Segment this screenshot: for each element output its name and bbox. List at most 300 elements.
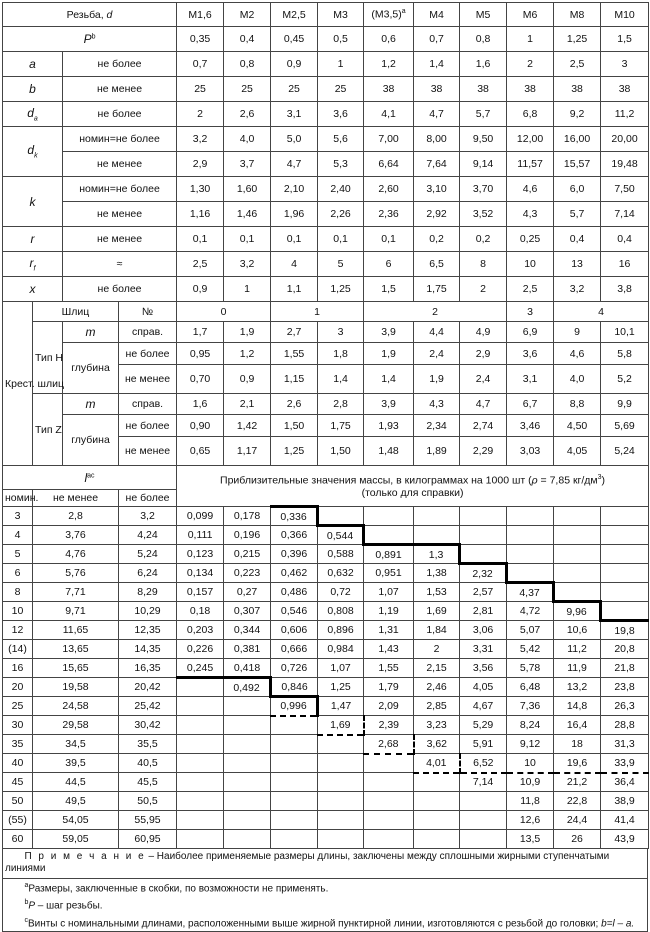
mass-value: 24,4 (554, 811, 601, 830)
mass-value: 3,06 (460, 621, 507, 640)
length-row (3, 545, 649, 564)
mass-value: 0,546 (271, 602, 318, 621)
mass-value: 0,544 (318, 526, 364, 545)
mass-value (224, 716, 271, 735)
mass-value: 0,726 (271, 659, 318, 678)
mass-value (414, 830, 460, 849)
size-header-cell (318, 3, 364, 27)
recess-depth-value: 1,9 (414, 365, 460, 394)
mass-value: 16,4 (554, 716, 601, 735)
length-min: 59,05 (33, 830, 119, 849)
mass-value (601, 583, 649, 602)
pitch-value: 0,8 (460, 27, 507, 52)
mass-value: 0,307 (224, 602, 271, 621)
recess-depth-value: 1,8 (318, 343, 364, 365)
recess-depth-label: глубина (63, 415, 119, 466)
mass-value (271, 792, 318, 811)
size-label: M6 (522, 8, 538, 21)
param-da-subscript: a (33, 115, 38, 123)
param-b-value: 38 (507, 77, 554, 102)
recess-depth-value: 0,70 (177, 365, 224, 394)
size-header-cell (177, 3, 224, 27)
length-min: 9,71 (33, 602, 119, 621)
mass-value (460, 811, 507, 830)
recess-depth-value: 5,24 (601, 437, 649, 466)
k-qualifier: не менее (63, 202, 177, 227)
param-x-value: 3,8 (601, 277, 649, 302)
k-value: 2,26 (318, 202, 364, 227)
param-da-symbol-cell (3, 102, 63, 127)
note-a-text: Размеры, заключенные в скобки, по возможности не применять. (28, 883, 329, 895)
dk-value: 6,64 (364, 152, 414, 177)
mass-value (364, 792, 414, 811)
mass-value (318, 792, 364, 811)
recess-m-row (3, 322, 649, 343)
recess-depth-value: 1,15 (271, 365, 318, 394)
recess-m-value: 10,1 (601, 322, 649, 343)
recess-m-qualifier: справ. (119, 322, 177, 343)
mass-value (177, 697, 224, 716)
note-main-label: П р и м е ч а н и е (24, 851, 146, 862)
recess-depth-value: 0,9 (224, 365, 271, 394)
pitch-value: 0,7 (414, 27, 460, 52)
mass-value (271, 830, 318, 849)
mass-value (271, 773, 318, 792)
mass-value: 0,891 (364, 545, 414, 564)
recess-m-symbol: m (63, 394, 119, 415)
mass-caption (177, 466, 649, 507)
mass-value: 23,8 (601, 678, 649, 697)
length-row (3, 564, 649, 583)
screw-dimensions-table-page (2, 2, 648, 929)
param-a-value: 2 (507, 52, 554, 77)
recess-m-value: 2,1 (224, 394, 271, 415)
k-value: 1,46 (224, 202, 271, 227)
mass-value: 1,47 (318, 697, 364, 716)
length-nominal: 20 (3, 678, 33, 697)
col-nominal: номин. (3, 490, 33, 507)
k-value: 4,6 (507, 177, 554, 202)
mass-value: 0,396 (271, 545, 318, 564)
size-label: M4 (429, 8, 444, 21)
param-da-symbol: d (27, 105, 34, 120)
length-max: 12,35 (119, 621, 177, 640)
length-footnote-mark: ac (87, 472, 95, 479)
mass-value (364, 830, 414, 849)
mass-value: 2 (414, 640, 460, 659)
mass-value: 1,79 (364, 678, 414, 697)
param-r-value: 0,1 (271, 227, 318, 252)
length-nominal: 50 (3, 792, 33, 811)
size-label: M10 (614, 8, 635, 21)
recess-m-value: 6,9 (507, 322, 554, 343)
recess-type-label: Тип H (33, 322, 63, 394)
recess-depth-value: 4,50 (554, 415, 601, 437)
mass-value (460, 830, 507, 849)
mass-value (177, 754, 224, 773)
mass-value: 0,72 (318, 583, 364, 602)
length-nominal: 6 (3, 564, 33, 583)
param-b-value: 25 (318, 77, 364, 102)
recess-m-value: 9 (554, 322, 601, 343)
length-max: 6,24 (119, 564, 177, 583)
mass-value: 3,62 (414, 735, 460, 754)
mass-value: 0,418 (224, 659, 271, 678)
param-r-symbol-cell (3, 227, 63, 252)
param-x-value: 1,75 (414, 277, 460, 302)
recess-depth-value: 4,05 (554, 437, 601, 466)
param-a-value: 3 (601, 52, 649, 77)
k-symbol-cell (3, 177, 63, 227)
param-a-value: 1,4 (414, 52, 460, 77)
param-rf-value: 2,5 (177, 252, 224, 277)
param-b-value: 38 (554, 77, 601, 102)
mass-value: 9,96 (554, 602, 601, 621)
dk-value: 9,50 (460, 127, 507, 152)
mass-value (177, 716, 224, 735)
dk-value: 7,64 (414, 152, 460, 177)
mass-value: 0,178 (224, 507, 271, 526)
param-r-value: 0,4 (554, 227, 601, 252)
size-label: M2 (239, 8, 255, 21)
mass-value: 0,215 (224, 545, 271, 564)
pitch-footnote-mark: b (91, 33, 96, 41)
mass-value (318, 773, 364, 792)
k-value: 5,7 (554, 202, 601, 227)
mass-caption-rho: ρ (531, 474, 538, 487)
mass-value (507, 564, 554, 583)
mass-value: 0,366 (271, 526, 318, 545)
param-x-value: 3,2 (554, 277, 601, 302)
param-x-row (3, 277, 649, 302)
param-rf-row (3, 252, 649, 277)
param-da-value: 4,7 (414, 102, 460, 127)
mass-value: 26 (554, 830, 601, 849)
recess-depth-value: 2,74 (460, 415, 507, 437)
param-da-value: 6,8 (507, 102, 554, 127)
mass-value: 0,099 (177, 507, 224, 526)
param-rf-value: 6 (364, 252, 414, 277)
note-b-text: – шаг резьбы. (35, 900, 103, 912)
dk-value: 8,00 (414, 127, 460, 152)
mass-value: 1,25 (318, 678, 364, 697)
mass-value: 2,32 (460, 564, 507, 583)
recess-depth-qualifier: не более (119, 415, 177, 437)
param-da-value: 9,2 (554, 102, 601, 127)
mass-value: 1,38 (414, 564, 460, 583)
size-header-cell (554, 3, 601, 27)
length-max: 5,24 (119, 545, 177, 564)
length-nominal: 4 (3, 526, 33, 545)
mass-value: 0,381 (224, 640, 271, 659)
param-x-qualifier: не более (63, 277, 177, 302)
size-header-cell (460, 3, 507, 27)
param-a-value: 0,7 (177, 52, 224, 77)
dk-value: 11,57 (507, 152, 554, 177)
mass-value: 18 (554, 735, 601, 754)
mass-value: 0,226 (177, 640, 224, 659)
mass-value (271, 811, 318, 830)
mass-value (271, 735, 318, 754)
k-qualifier: номин=не более (63, 177, 177, 202)
recess-depth-value: 4,0 (554, 365, 601, 394)
mass-value (177, 773, 224, 792)
param-r-value: 0,2 (414, 227, 460, 252)
recess-number-row (3, 302, 649, 322)
recess-m-row (3, 394, 649, 415)
param-x-value: 0,9 (177, 277, 224, 302)
param-r-qualifier: не менее (63, 227, 177, 252)
recess-depth-value: 1,42 (224, 415, 271, 437)
recess-depth-value: 0,65 (177, 437, 224, 466)
pitch-row (3, 27, 649, 52)
param-a-value: 1,2 (364, 52, 414, 77)
mass-value: 20,8 (601, 640, 649, 659)
note-c (3, 914, 647, 931)
param-x-value: 2 (460, 277, 507, 302)
recess-depth-label: глубина (63, 343, 119, 394)
length-label-cell (3, 466, 177, 490)
param-a-value: 0,9 (271, 52, 318, 77)
param-a-qualifier: не более (63, 52, 177, 77)
mass-value: 33,9 (601, 754, 649, 773)
mass-value: 1,3 (414, 545, 460, 564)
param-a-value: 1 (318, 52, 364, 77)
mass-value (364, 811, 414, 830)
size-header-cell (271, 3, 318, 27)
param-a-symbol-cell (3, 52, 63, 77)
recess-depth-value: 1,50 (318, 437, 364, 466)
size-label: (M3,5) (371, 8, 402, 21)
length-max: 60,95 (119, 830, 177, 849)
note-c-mark: c (24, 916, 28, 924)
mass-value: 0,984 (318, 640, 364, 659)
mass-value (460, 545, 507, 564)
param-x-value: 1,5 (364, 277, 414, 302)
recess-depth-value: 0,90 (177, 415, 224, 437)
k-value: 2,40 (318, 177, 364, 202)
dk-value: 20,00 (601, 127, 649, 152)
size-label: M5 (475, 8, 491, 21)
mass-value (224, 697, 271, 716)
dk-value: 4,7 (271, 152, 318, 177)
length-min: 3,76 (33, 526, 119, 545)
mass-value: 36,4 (601, 773, 649, 792)
param-da-value: 2 (177, 102, 224, 127)
k-value: 3,70 (460, 177, 507, 202)
mass-value: 4,72 (507, 602, 554, 621)
size-header-cell (507, 3, 554, 27)
mass-value (507, 507, 554, 526)
mass-value (271, 754, 318, 773)
k-value: 1,96 (271, 202, 318, 227)
length-max: 3,2 (119, 507, 177, 526)
mass-value: 3,31 (460, 640, 507, 659)
param-r-value: 0,1 (364, 227, 414, 252)
param-b-symbol: b (29, 82, 36, 96)
dk-qualifier: не менее (63, 152, 177, 177)
size-label: M8 (569, 8, 585, 21)
k-value: 2,36 (364, 202, 414, 227)
recess-depth-value: 1,9 (364, 343, 414, 365)
recess-depth-value: 1,25 (271, 437, 318, 466)
length-max: 45,5 (119, 773, 177, 792)
mass-value: 0,134 (177, 564, 224, 583)
dk-value: 5,6 (318, 127, 364, 152)
recess-depth-value: 1,89 (414, 437, 460, 466)
k-symbol: k (29, 194, 36, 209)
dk-value: 5,0 (271, 127, 318, 152)
recess-depth-value: 1,4 (364, 365, 414, 394)
param-x-symbol-cell (3, 277, 63, 302)
length-row (3, 640, 649, 659)
length-nominal: 3 (3, 507, 33, 526)
recess-depth-value: 3,1 (507, 365, 554, 394)
param-r-value: 0,2 (460, 227, 507, 252)
length-min: 29,58 (33, 716, 119, 735)
k-value: 3,10 (414, 177, 460, 202)
pitch-label-cell (3, 27, 177, 52)
thread-label: Резьба, (66, 8, 107, 21)
length-max: 40,5 (119, 754, 177, 773)
param-da-value: 4,1 (364, 102, 414, 127)
recess-m-value: 1,6 (177, 394, 224, 415)
k-value: 2,92 (414, 202, 460, 227)
mass-value: 1,84 (414, 621, 460, 640)
note-main-text: – Наиболее применяемые размеры длины, заключены между сплошными жирными ступенчатыми линиями (5, 851, 610, 874)
mass-value: 0,27 (224, 583, 271, 602)
note-b-symbol: P (28, 900, 36, 912)
mass-value: 0,344 (224, 621, 271, 640)
size-header-cell (414, 3, 460, 27)
mass-value: 0,588 (318, 545, 364, 564)
mass-value (177, 830, 224, 849)
mass-value: 5,07 (507, 621, 554, 640)
recess-depth-qualifier: не менее (119, 365, 177, 394)
length-min: 24,58 (33, 697, 119, 716)
param-rf-value: 8 (460, 252, 507, 277)
recess-depth-value: 1,17 (224, 437, 271, 466)
recess-depth-value: 1,93 (364, 415, 414, 437)
mass-value (224, 830, 271, 849)
mass-value: 5,42 (507, 640, 554, 659)
mass-value: 7,14 (460, 773, 507, 792)
mass-value: 4,01 (414, 754, 460, 773)
mass-value (224, 773, 271, 792)
recess-m-value: 3 (318, 322, 364, 343)
recess-m-value: 4,7 (460, 394, 507, 415)
mass-value (364, 526, 414, 545)
mass-value (601, 507, 649, 526)
dk-qualifier: номин=не более (63, 127, 177, 152)
mass-value: 4,37 (507, 583, 554, 602)
length-min: 39,5 (33, 754, 119, 773)
param-b-row (3, 77, 649, 102)
length-nominal: 60 (3, 830, 33, 849)
length-row (3, 735, 649, 754)
k-row (3, 202, 649, 227)
size-header-cell (364, 3, 414, 27)
length-row (3, 716, 649, 735)
length-row (3, 621, 649, 640)
mass-value: 2,57 (460, 583, 507, 602)
param-x-value: 2,5 (507, 277, 554, 302)
recess-depth-value: 3,6 (507, 343, 554, 365)
note-b (3, 896, 647, 913)
recess-m-value: 3,9 (364, 394, 414, 415)
mass-value (601, 526, 649, 545)
k-value: 7,50 (601, 177, 649, 202)
mass-caption-sup: 3 (597, 473, 602, 481)
param-da-value: 5,7 (460, 102, 507, 127)
length-row (3, 678, 649, 697)
recess-group-label: Крест. шлиц (3, 302, 33, 466)
length-max: 35,5 (119, 735, 177, 754)
param-rf-value: 10 (507, 252, 554, 277)
length-min: 2,8 (33, 507, 119, 526)
pitch-symbol: P (83, 32, 92, 46)
mass-caption-part3: ) (601, 474, 606, 487)
param-r-row (3, 227, 649, 252)
recess-depth-value: 0,95 (177, 343, 224, 365)
mass-value (601, 545, 649, 564)
mass-value: 0,492 (224, 678, 271, 697)
pitch-value: 1 (507, 27, 554, 52)
length-min: 54,05 (33, 811, 119, 830)
param-rf-value: 13 (554, 252, 601, 277)
recess-depth-qualifier: не более (119, 343, 177, 365)
length-max: 30,42 (119, 716, 177, 735)
recess-m-value: 3,9 (364, 322, 414, 343)
mass-value (414, 811, 460, 830)
mass-value: 19,8 (601, 621, 649, 640)
mass-value (271, 716, 318, 735)
recess-number: 4 (554, 302, 649, 322)
recess-m-value: 1,7 (177, 322, 224, 343)
param-rf-value: 4 (271, 252, 318, 277)
recess-depth-value: 1,2 (224, 343, 271, 365)
mass-value (177, 811, 224, 830)
mass-value: 6,48 (507, 678, 554, 697)
dk-value: 19,48 (601, 152, 649, 177)
mass-value: 2,68 (364, 735, 414, 754)
param-b-value: 25 (224, 77, 271, 102)
mass-value: 19,6 (554, 754, 601, 773)
dk-symbol-cell (3, 127, 63, 177)
length-max: 55,95 (119, 811, 177, 830)
dk-row (3, 127, 649, 152)
notes-block (2, 849, 648, 932)
mass-value: 9,12 (507, 735, 554, 754)
mass-value (318, 811, 364, 830)
recess-depth-value: 5,8 (601, 343, 649, 365)
mass-value (507, 545, 554, 564)
mass-value: 22,8 (554, 792, 601, 811)
length-nominal: 45 (3, 773, 33, 792)
mass-value: 14,8 (554, 697, 601, 716)
size-footnote-mark: a (401, 8, 406, 16)
k-value: 1,30 (177, 177, 224, 202)
mass-value: 41,4 (601, 811, 649, 830)
k-value: 3,52 (460, 202, 507, 227)
param-rf-value: 5 (318, 252, 364, 277)
param-a-value: 1,6 (460, 52, 507, 77)
mass-value: 21,2 (554, 773, 601, 792)
mass-value: 0,245 (177, 659, 224, 678)
recess-depth-row (3, 415, 649, 437)
mass-value: 2,39 (364, 716, 414, 735)
mass-value: 4,67 (460, 697, 507, 716)
